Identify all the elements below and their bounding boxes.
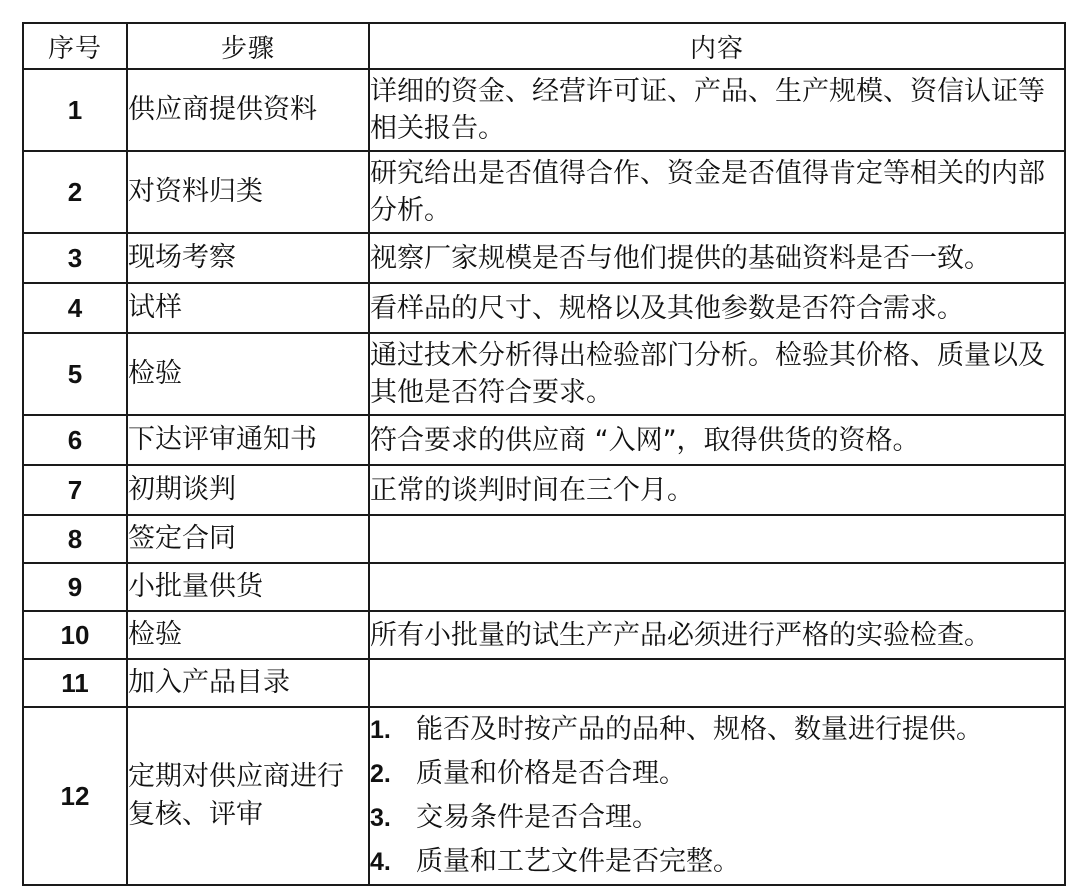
- table-row: [23, 611, 1065, 659]
- row-step: 检验: [127, 333, 369, 415]
- header-index: 序号: [23, 23, 127, 69]
- header-content: 内容: [369, 23, 1065, 69]
- row-number: 5: [23, 333, 127, 415]
- row-number: 10: [23, 611, 127, 659]
- row-step: 供应商提供资料: [127, 69, 369, 151]
- row-step: 检验: [127, 611, 369, 659]
- header-row: [23, 23, 1065, 69]
- item-number: 2.: [370, 760, 391, 788]
- table-row: [23, 333, 1065, 415]
- row-content: 符合要求的供应商 “入网”，取得供货的资格。: [369, 415, 1065, 465]
- table-row: [23, 707, 1065, 885]
- row-content: 视察厂家规模是否与他们提供的基础资料是否一致。: [369, 233, 1065, 283]
- item-text: 质量和价格是否合理。: [416, 758, 686, 789]
- row-content: [369, 659, 1065, 707]
- row-step: 现场考察: [127, 233, 369, 283]
- row-number: 11: [23, 659, 127, 707]
- row-number: 1: [23, 69, 127, 151]
- row-number: 8: [23, 515, 127, 563]
- item-number: 3.: [370, 804, 391, 832]
- review-criteria-item: [370, 840, 1064, 884]
- item-text: 质量和工艺文件是否完整。: [416, 846, 740, 877]
- row-number: 4: [23, 283, 127, 333]
- item-text: 交易条件是否合理。: [416, 802, 659, 833]
- table-row: [23, 69, 1065, 151]
- table-row: [23, 415, 1065, 465]
- item-text: 能否及时按产品的品种、规格、数量进行提供。: [416, 714, 983, 745]
- row-number: 3: [23, 233, 127, 283]
- row-step: 初期谈判: [127, 465, 369, 515]
- row-step: 签定合同: [127, 515, 369, 563]
- row-step: 定期对供应商进行复核、评审: [127, 707, 369, 885]
- review-criteria-item: [370, 752, 1064, 796]
- table-row: [23, 563, 1065, 611]
- table-row: [23, 283, 1065, 333]
- row-number: 6: [23, 415, 127, 465]
- supplier-process-table: [22, 22, 1066, 886]
- row-content: 通过技术分析得出检验部门分析。检验其价格、质量以及其他是否符合要求。: [369, 333, 1065, 415]
- row-step: 对资料归类: [127, 151, 369, 233]
- table-row: [23, 515, 1065, 563]
- item-number: 4.: [370, 848, 391, 876]
- review-criteria-item: [370, 796, 1064, 840]
- row-content-list: [369, 707, 1065, 885]
- row-step: 加入产品目录: [127, 659, 369, 707]
- table-row: [23, 151, 1065, 233]
- row-content: 正常的谈判时间在三个月。: [369, 465, 1065, 515]
- header-step: 步骤: [127, 23, 369, 69]
- table-row: [23, 465, 1065, 515]
- row-content: 研究给出是否值得合作、资金是否值得肯定等相关的内部分析。: [369, 151, 1065, 233]
- row-number: 12: [23, 707, 127, 885]
- row-step: 小批量供货: [127, 563, 369, 611]
- row-number: 2: [23, 151, 127, 233]
- row-content: [369, 563, 1065, 611]
- row-content: 详细的资金、经营许可证、产品、生产规模、资信认证等相关报告。: [369, 69, 1065, 151]
- row-number: 9: [23, 563, 127, 611]
- row-number: 7: [23, 465, 127, 515]
- row-content: [369, 515, 1065, 563]
- item-number: 1.: [370, 716, 391, 744]
- review-criteria-item: [370, 708, 1064, 752]
- row-content: 看样品的尺寸、规格以及其他参数是否符合需求。: [369, 283, 1065, 333]
- row-step: 下达评审通知书: [127, 415, 369, 465]
- row-step: 试样: [127, 283, 369, 333]
- table-row: [23, 659, 1065, 707]
- table-row: [23, 233, 1065, 283]
- row-content: 所有小批量的试生产产品必须进行严格的实验检查。: [369, 611, 1065, 659]
